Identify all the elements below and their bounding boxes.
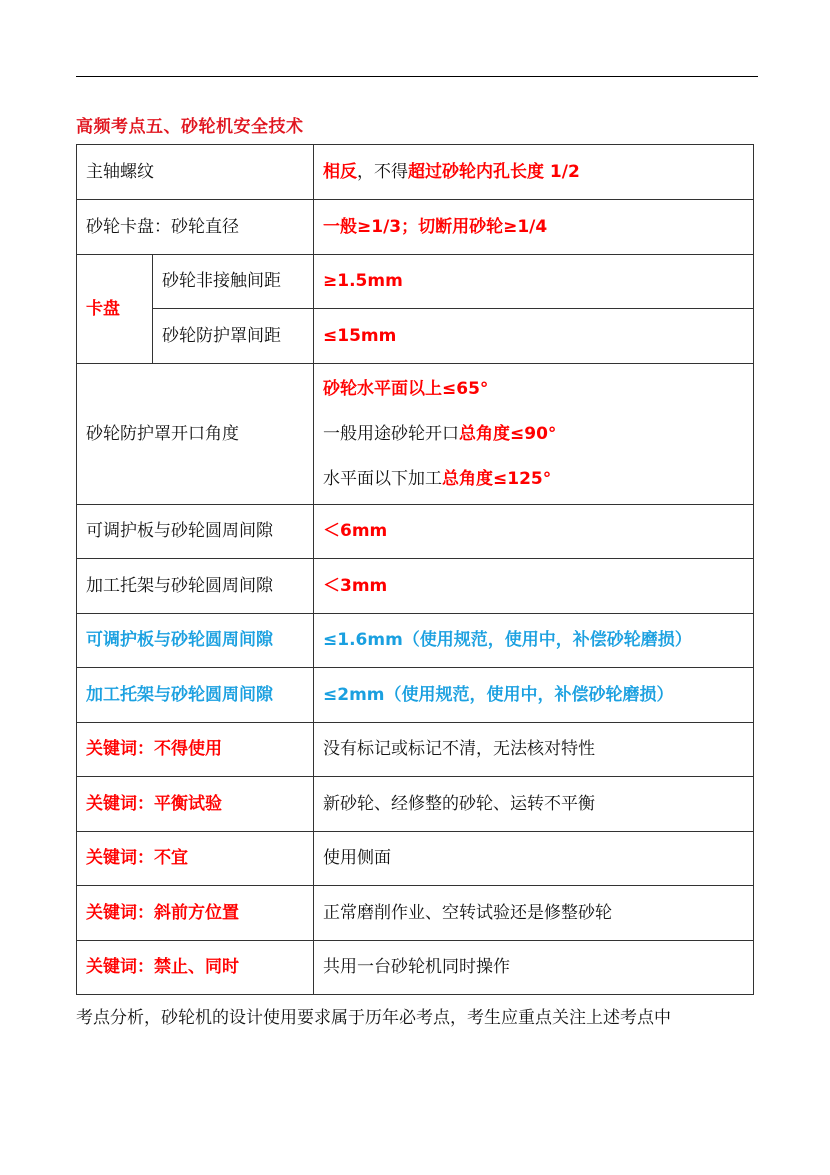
value-emphasis: 超过砂轮内孔长度 1/2 — [408, 161, 580, 182]
row-value — [314, 559, 754, 614]
value-emphasis: ≥1.5mm — [323, 271, 403, 292]
value-emphasis: 一般≥1/3；切断用砂轮≥1/4 — [323, 216, 548, 237]
table-row — [77, 200, 754, 255]
row-value: 使用侧面 — [314, 832, 754, 886]
section-heading: 高频考点五、砂轮机安全技术 — [76, 117, 304, 137]
value-emphasis: 总角度≤125° — [442, 468, 552, 489]
row-label: 加工托架与砂轮圆周间隙 — [77, 559, 314, 614]
value-text: 水平面以下加工 — [323, 468, 442, 489]
keyword-label: 关键词：不宜 — [77, 832, 314, 886]
table-row — [77, 777, 754, 832]
table-row — [77, 309, 754, 364]
value-emphasis: 相反 — [323, 161, 357, 182]
row-label: 砂轮卡盘：砂轮直径 — [77, 200, 314, 255]
table-row — [77, 364, 754, 505]
analysis-paragraph: 考点分析，砂轮机的设计使用要求属于历年必考点，考生应重点关注上述考点中 — [76, 1008, 671, 1028]
row-label: 可调护板与砂轮圆周间隙 — [77, 505, 314, 559]
keyword-label: 关键词：平衡试验 — [77, 777, 314, 832]
row-value — [314, 309, 754, 364]
group-label: 卡盘 — [77, 255, 153, 364]
value-emphasis: ＜6mm — [323, 521, 388, 542]
keyword-label: 关键词：斜前方位置 — [77, 886, 314, 941]
row-value — [314, 505, 754, 559]
row-value: 共用一台砂轮机同时操作 — [314, 941, 754, 995]
row-label: 加工托架与砂轮圆周间隙 — [77, 668, 314, 723]
row-value: ≤1.6mm（使用规范，使用中，补偿砂轮磨损） — [314, 614, 754, 668]
header-rule — [76, 76, 758, 77]
table-row — [77, 255, 754, 309]
value-line — [323, 367, 744, 412]
table-row — [77, 145, 754, 200]
table-row — [77, 614, 754, 668]
table-row — [77, 668, 754, 723]
row-value — [314, 255, 754, 309]
table-row — [77, 941, 754, 995]
row-value: 正常磨削作业、空转试验还是修整砂轮 — [314, 886, 754, 941]
value-emphasis: 总角度≤90° — [459, 423, 557, 444]
value-emphasis: ＜3mm — [323, 575, 388, 596]
keyword-label: 关键词：禁止、同时 — [77, 941, 314, 995]
row-value: ≤2mm（使用规范，使用中，补偿砂轮磨损） — [314, 668, 754, 723]
row-value: 新砂轮、经修整的砂轮、运转不平衡 — [314, 777, 754, 832]
table-row — [77, 505, 754, 559]
table-row — [77, 723, 754, 777]
row-value: 没有标记或标记不清，无法核对特性 — [314, 723, 754, 777]
row-label: 砂轮非接触间距 — [153, 255, 314, 309]
row-value — [314, 364, 754, 505]
value-text: 一般用途砂轮开口 — [323, 423, 459, 444]
value-emphasis: 砂轮水平面以上≤65° — [323, 378, 489, 399]
table-row — [77, 559, 754, 614]
value-line — [323, 457, 744, 502]
table-row — [77, 832, 754, 886]
keyword-label: 关键词：不得使用 — [77, 723, 314, 777]
grinder-safety-table — [76, 144, 754, 995]
row-label: 主轴螺纹 — [77, 145, 314, 200]
value-line — [323, 412, 744, 457]
value-emphasis: ≤15mm — [323, 325, 397, 346]
row-label: 可调护板与砂轮圆周间隙 — [77, 614, 314, 668]
table-row — [77, 886, 754, 941]
row-value — [314, 145, 754, 200]
value-text: ，不得 — [357, 161, 408, 182]
row-value — [314, 200, 754, 255]
row-label: 砂轮防护罩开口角度 — [77, 364, 314, 505]
row-label: 砂轮防护罩间距 — [153, 309, 314, 364]
